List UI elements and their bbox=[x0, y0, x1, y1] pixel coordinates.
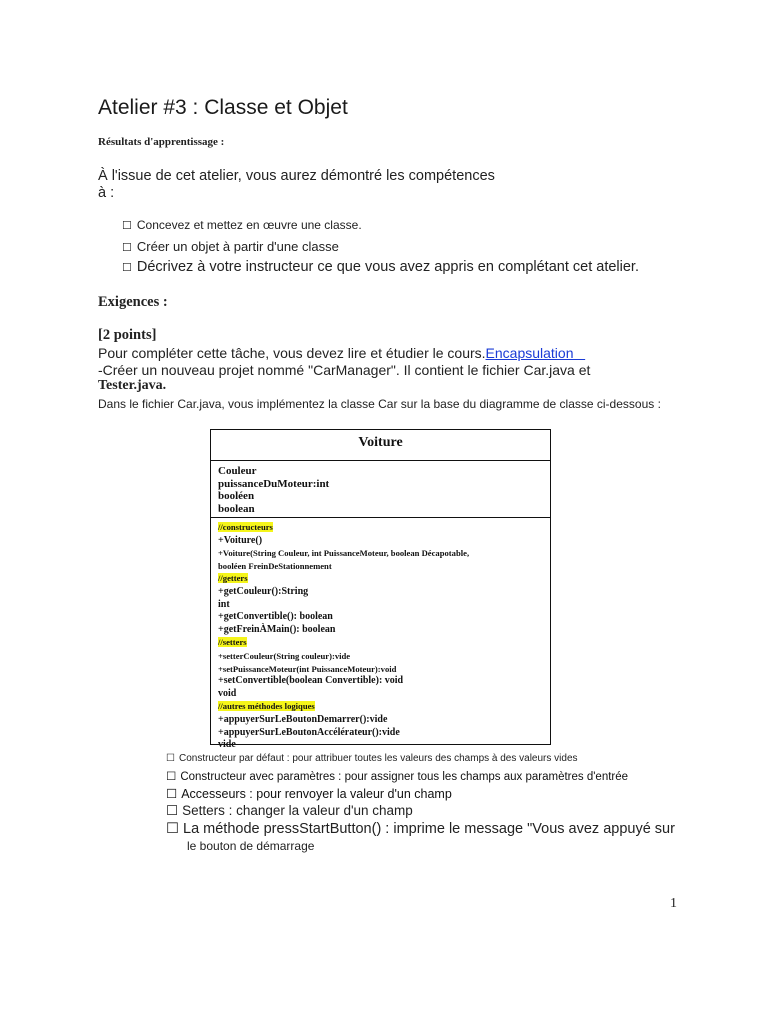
uml-section-label: //setters bbox=[218, 637, 247, 648]
bullet-text: Accesseurs : pour renvoyer la valeur d'un champ bbox=[181, 787, 452, 801]
uml-operations bbox=[211, 518, 550, 752]
uml-operation: +Voiture(String Couleur, int PuissanceMoteur, boolean Décapotable, bbox=[218, 548, 470, 559]
uml-operation: vide bbox=[218, 739, 236, 751]
checkbox-icon: ☐ bbox=[166, 771, 177, 783]
tester-file-name: Tester.java. bbox=[98, 378, 167, 393]
reading-instruction-text: Pour compléter cette tâche, vous devez lire et étudier le cours. bbox=[98, 345, 486, 361]
bullet-item bbox=[166, 821, 675, 837]
competency-text: Décrivez à votre instructeur ce que vous avez appris en complétant cet atelier. bbox=[136, 259, 639, 275]
bullet-text: Constructeur par défaut : pour attribuer toutes les valeurs des champs à des valeurs vides bbox=[178, 753, 578, 764]
checkbox-icon: ☐ bbox=[122, 242, 132, 254]
uml-class-diagram bbox=[210, 429, 551, 751]
uml-attribute: booléen bbox=[218, 490, 255, 502]
page-number: 1 bbox=[670, 896, 677, 911]
uml-attributes bbox=[211, 461, 550, 518]
checkbox-icon: ☐ bbox=[122, 262, 132, 274]
uml-section-label: //constructeurs bbox=[218, 522, 273, 532]
uml-attribute: boolean bbox=[218, 502, 255, 515]
competency-item bbox=[122, 239, 339, 254]
uml-section-label: //getters bbox=[218, 573, 248, 584]
uml-operation: void bbox=[218, 687, 237, 699]
bullet-text: La méthode pressStartButton() : imprime le message "Vous avez appuyé sur bbox=[183, 821, 675, 837]
competency-text: Concevez et mettez en œuvre une classe. bbox=[136, 218, 362, 232]
checkbox-icon: ☐ bbox=[122, 220, 132, 232]
reading-instruction bbox=[98, 345, 585, 361]
competency-item bbox=[122, 218, 362, 232]
uml-section-label: //autres méthodes logiques bbox=[218, 701, 315, 712]
uml-operation: booléen FreinDeStationnement bbox=[218, 560, 332, 571]
competency-text: Créer un objet à partir d'une classe bbox=[136, 239, 339, 254]
bullet-item bbox=[166, 753, 578, 764]
uml-operation: int bbox=[218, 598, 230, 610]
page-title: Atelier #3 : Classe et Objet bbox=[98, 96, 348, 119]
uml-operation: +setterCouleur(String couleur):vide bbox=[218, 650, 351, 661]
intro-line-2: à : bbox=[98, 185, 115, 201]
checkbox-icon: ☐ bbox=[166, 803, 179, 818]
checkbox-icon: ☐ bbox=[166, 753, 175, 764]
results-heading: Résultats d'apprentissage : bbox=[98, 136, 225, 148]
intro-paragraph bbox=[98, 168, 495, 202]
competency-item bbox=[122, 259, 639, 275]
uml-attribute: Couleur bbox=[218, 465, 257, 477]
bullet-continuation: le bouton de démarrage bbox=[187, 839, 315, 853]
uml-attribute: puissanceDuMoteur:int bbox=[218, 477, 330, 490]
bullet-item bbox=[166, 769, 628, 783]
uml-operation: +setPuissanceMoteur(int PuissanceMoteur):void bbox=[218, 663, 397, 674]
project-instruction: -Créer un nouveau projet nommé "CarManager". Il contient le fichier Car.java et bbox=[98, 362, 591, 378]
checkbox-icon: ☐ bbox=[166, 821, 179, 837]
uml-operation: +appuyerSurLeBoutonDemarrer():vide bbox=[218, 713, 388, 725]
bullet-item bbox=[166, 803, 413, 819]
uml-operation: +setConvertible(boolean Convertible): void bbox=[218, 675, 404, 687]
uml-operation: +getConvertible(): boolean bbox=[218, 611, 333, 623]
uml-class-name: Voiture bbox=[211, 430, 550, 461]
intro-line-1: À l'issue de cet atelier, vous aurez démontré les compétences bbox=[98, 168, 495, 184]
checkbox-icon: ☐ bbox=[166, 787, 178, 801]
bullet-item bbox=[166, 786, 452, 801]
encapsulation-link[interactable]: Encapsulation bbox=[485, 345, 574, 361]
implementation-instruction: Dans le fichier Car.java, vous implémentez la classe Car sur la base du diagramme de classe ci-dessous : bbox=[98, 397, 661, 411]
uml-operation: +Voiture() bbox=[218, 534, 263, 546]
requirements-heading: Exigences : bbox=[98, 294, 168, 310]
bullet-text: Setters : changer la valeur d'un champ bbox=[182, 803, 413, 818]
uml-operation: +getCouleur():String bbox=[218, 585, 309, 597]
points-label: [2 points] bbox=[98, 327, 157, 343]
link-underline-padding bbox=[573, 345, 585, 361]
bullet-text: Constructeur avec paramètres : pour assigner tous les champs aux paramètres d'entrée bbox=[180, 771, 629, 783]
uml-operation: +appuyerSurLeBoutonAccélérateur():vide bbox=[218, 726, 400, 738]
uml-operation: +getFreinÀMain(): boolean bbox=[218, 623, 336, 635]
